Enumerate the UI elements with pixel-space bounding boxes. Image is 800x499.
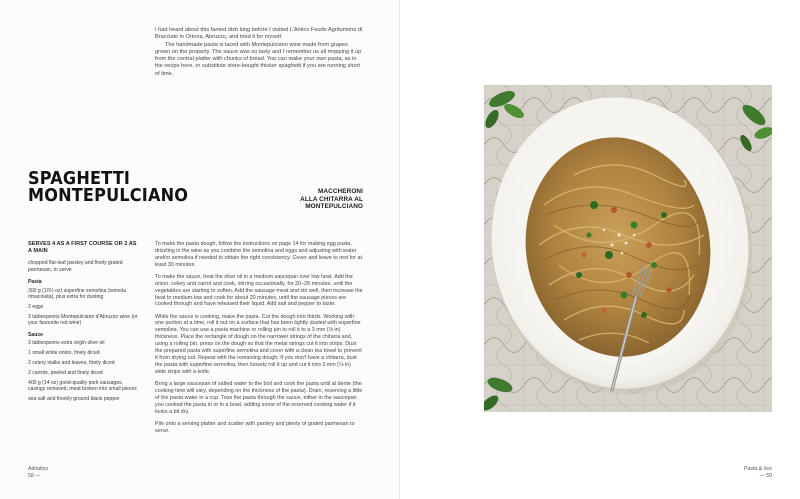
dish-illustration [484,85,772,412]
intro-text [155,27,363,78]
ingredient-item: 2 eggs [28,303,44,310]
recipe-title-line-1: SPAGHETTI [28,169,131,189]
ingredient-group-title: Sauce [28,331,44,338]
section-name: Pasta & rice [744,466,772,472]
ingredient-item: sea salt and freshly ground black pepper [28,396,120,403]
italian-name-line-2: ALLA CHITARRA AL [300,195,363,203]
serves-info: SERVES 4 AS A FIRST COURSE OR 2 AS A MAIN [28,241,137,254]
method-step: To make the pasta dough, follow the instructions on page 14 for making egg pasta, drizzling in the wine as you combine the semolina and eggs and adjusting with water and/or semolina if needed to obtain the right consistency. Cover and leave to rest for at least 30 minutes. [155,241,362,268]
intro-paragraph-1: I had heard about this famed dish long before I visited L'Antico Feudo Agriturismo di Bracciale in Ortona, Abruzzo, and tried it for myself. [155,27,363,41]
method-step: To make the sauce, heat the olive oil in a medium saucepan over low heat. Add the onion, celery and carrot and cook, stirring occasionally, for 20–25 minutes, until the vegetables are starting to soften. Add the sausage meat and stir well, then increase the heat to medium-low and cook for about 20 minutes, until the sausage pieces are cooked through and have released their liquid. Add salt and pepper to taste. [155,273,363,308]
ingredient-group-sauce [28,332,140,403]
ingredients-list [28,241,140,408]
ingredient-group-pasta [28,279,140,327]
recipe-title [28,171,212,205]
method-step: Pile onto a serving platter and scatter with parsley and plenty of grated parmesan to serve. [155,420,355,434]
intro-paragraph-2: The handmade pasta is laced with Montepulciano wine made from grapes grown on the property. The sauce was so tasty and I remember us all mopping it up from the central platter with chunks of bread. You can make your own pasta, as in the recipe here, or substitute store-bought thicker spaghetti if you are running short of time. [155,41,362,77]
ingredient-item: 3 tablespoons Montepulciano d'Abruzzo wine (or your favourite red wine) [28,313,138,327]
method-step: While the sauce is cooking, make the pasta. Cut the dough into thirds. Working with one portion at a time, roll it out on a surface that has been lightly dusted with superfine semolina. You can use a pasta machine or rolling pin to roll it to a 3 mm (⅛ in) thickness. Place the rectangle of dough on the narrower strings of the chitarra and, using a rolling pin, press on the dough so that the metal strings cut it into strips. Dust the prepared pasta with superfine semolina and cover with a clean tea towel to prevent it from drying out. Repeat with the remaining dough. If you don't have a chitarra, dust the pasta with superfine semolina, then loosely roll it up and cut it into 3 mm (⅛ in) wide strips with a knife. [155,313,362,375]
ingredient-item: 2 carrots, peeled and finely diced [28,369,103,376]
right-page-footer [744,466,772,479]
section-name: Adriatico [28,466,49,472]
ingredient-item: 2 celery stalks and leaves, finely diced [28,360,115,367]
ingredient-item: 1 small white onion, finely diced [28,350,100,357]
page-number: — 59 [759,472,772,479]
method-text [155,241,363,440]
ingredient-item: 300 g (10½ oz) superfine semolina (semola rimacinata), plus extra for dusting [28,287,126,300]
ingredient-item: 3 tablespoons extra virgin olive oil [28,340,105,347]
recipe-italian-name [253,188,363,211]
italian-name-line-1: MACCHERONI [317,188,363,195]
recipe-title-line-2: MONTEPULCIANO [28,186,189,206]
method-step: Bring a large saucepan of salted water to the boil and cook the pasta until al dente (the cooking time will vary, depending on the thickness of the pasta). Drain, reserving a little of the pasta water in a cup. Toss the pasta through the sauce, either in the saucepan you cooked the pasta in or in a bowl, adding some of the reserved cooking water if it looks a bit dry. [155,380,363,415]
italian-name-line-3: MONTEPULCIANO [305,203,363,211]
dish-photo [484,85,772,412]
garnish-ingredient: chopped flat-leaf parsley and finely grated parmesan, to serve [28,260,123,273]
page-number: 58 — [28,472,41,479]
ingredient-item: 400 g (14 oz) good-quality pork sausages, casings removed, meat broken into small pieces [28,379,137,393]
ingredient-group-title: Pasta [28,279,42,285]
left-page-footer [28,466,48,479]
